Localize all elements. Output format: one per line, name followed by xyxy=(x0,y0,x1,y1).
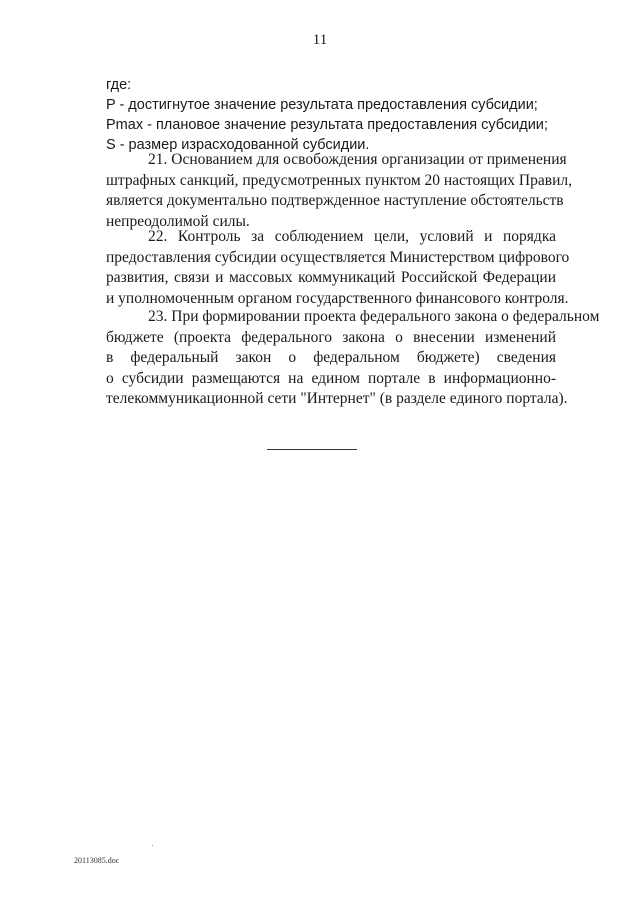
footer-document-code: 20113085.doc xyxy=(74,856,120,865)
scan-dot xyxy=(152,845,153,846)
legend-item-pmax: Pmax - плановое значение результата предоставления субсидии; xyxy=(106,117,548,133)
end-rule xyxy=(267,449,357,450)
legend-item-s: S - размер израсходованной субсидии. xyxy=(106,137,370,153)
paragraph-line: о субсидии размещаются на едином портале в информационно- xyxy=(106,369,556,387)
paragraph-line: бюджете (проекта федерального закона о внесении изменений xyxy=(106,328,556,346)
paragraph-line: 23. При формировании проекта федерального закона о федеральном xyxy=(148,308,600,325)
legend-intro: где: xyxy=(106,77,132,93)
paragraph-line: 21. Основанием для освобождения организации от применения xyxy=(148,151,567,168)
paragraph-23 xyxy=(106,307,600,410)
paragraph-line: 22. Контроль за соблюдением цели, условий и порядка xyxy=(148,228,556,245)
paragraph-line: в федеральный закон о федеральном бюджете) сведения xyxy=(106,349,556,366)
paragraph-line: является документально подтвержденное наступление обстоятельств xyxy=(106,192,564,209)
paragraph-line: телекоммуникационной сети "Интернет" (в разделе единого портала). xyxy=(106,390,568,407)
legend-item-p: P - достигнутое значение результата предоставления субсидии; xyxy=(106,97,538,113)
paragraph-line: развития, связи и массовых коммуникаций Российской Федерации xyxy=(106,269,556,286)
paragraph-21 xyxy=(106,150,572,232)
paragraph-22 xyxy=(106,227,570,309)
paragraph-line: предоставления субсидии осуществляется Министерством цифрового xyxy=(106,248,570,266)
paragraph-line: непреодолимой силы. xyxy=(106,212,250,230)
page-number: 11 xyxy=(312,32,328,48)
paragraph-line: и уполномоченным органом государственного финансового контроля. xyxy=(106,289,569,307)
paragraph-line: штрафных санкций, предусмотренных пунктом 20 настоящих Правил, xyxy=(106,171,572,189)
formula-legend xyxy=(106,75,566,155)
